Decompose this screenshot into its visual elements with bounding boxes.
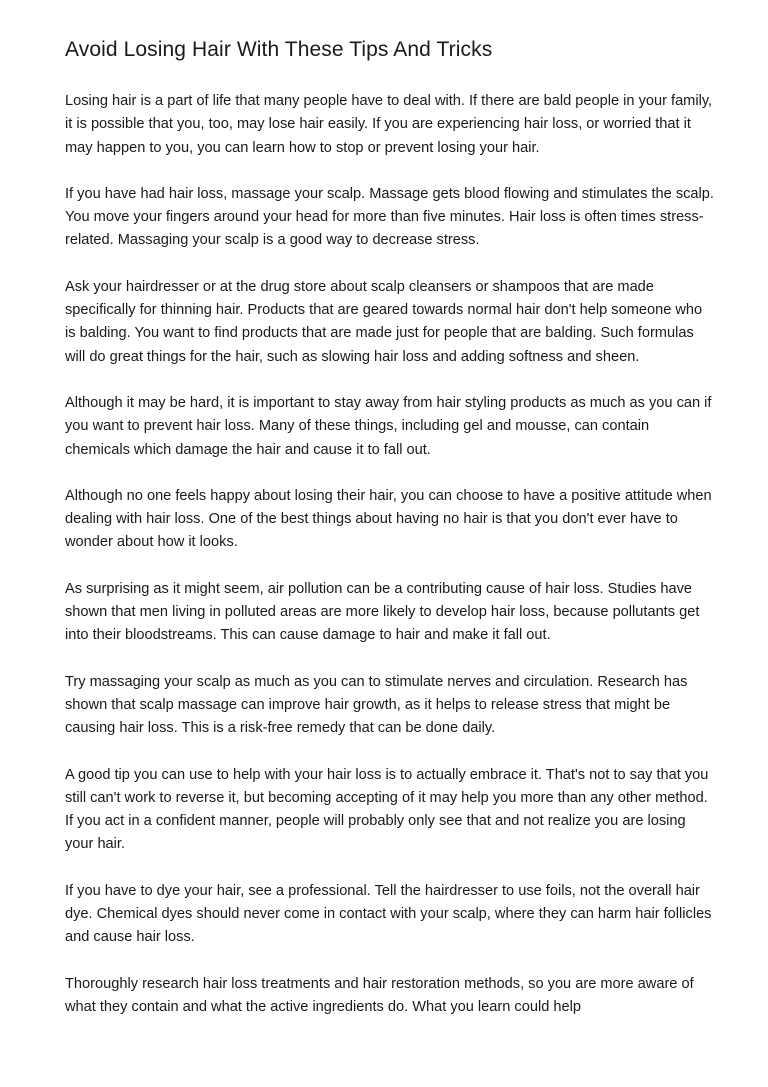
paragraph: Although no one feels happy about losing their hair, you can choose to have a positive attitude when dealing with hair loss. One of the best things about having no hair is that you don't ever have to wonder about how it looks. [65,487,712,551]
paragraph: Losing hair is a part of life that many people have to deal with. If there are bald people in your family, it is possible that you, too, may lose hair easily. If you are experiencing hair loss, or worried that it may happen to you, you can learn how to stop or prevent losing your hair. [65,93,713,156]
page-title: Avoid Losing Hair With These Tips And Tricks [65,38,493,61]
paragraph: Try massaging your scalp as much as you can to stimulate nerves and circulation. Research has shown that scalp massage can improve hair growth, as it helps to release stress that might be causing hair loss. This is a risk-free remedy that can be done daily. [65,673,688,737]
document-page [65,36,715,1042]
paragraph: Although it may be hard, it is important to stay away from hair styling products as much as you can if you want to prevent hair loss. Many of these things, including gel and mousse, can contain chemicals which damage the hair and cause it to fall out. [65,394,712,458]
paragraph: If you have to dye your hair, see a professional. Tell the hairdresser to use foils, not the overall hair dye. Chemical dyes should never come in contact with your scalp, where they can harm hair follicles and cause hair loss. [65,882,712,946]
paragraph: A good tip you can use to help with your hair loss is to actually embrace it. That's not to say that you still can't work to reverse it, but becoming accepting of it may help you more than any other method. If you act in a confident manner, people will probably only see that and not realize you are losing your hair. [65,766,709,853]
paragraph: If you have had hair loss, massage your scalp. Massage gets blood flowing and stimulates the scalp. You move your fingers around your head for more than five minutes. Hair loss is often times stress-related. Massaging your scalp is a good way to decrease stress. [65,185,714,249]
paragraph: Ask your hairdresser or at the drug store about scalp cleansers or shampoos that are made specifically for thinning hair. Products that are geared towards normal hair don't help someone who is balding. You want to find products that are made just for people that are balding. Such formulas will do great things for the hair, such as slowing hair loss and adding softness and sheen. [65,278,703,365]
paragraph: As surprising as it might seem, air pollution can be a contributing cause of hair loss. Studies have shown that men living in polluted areas are more likely to develop hair loss, because pollutants get into their bloodstreams. This can cause damage to hair and make it fall out. [65,580,700,644]
paragraph: Thoroughly research hair loss treatments and hair restoration methods, so you are more aware of what they contain and what the active ingredients do. What you learn could help [65,975,694,1015]
